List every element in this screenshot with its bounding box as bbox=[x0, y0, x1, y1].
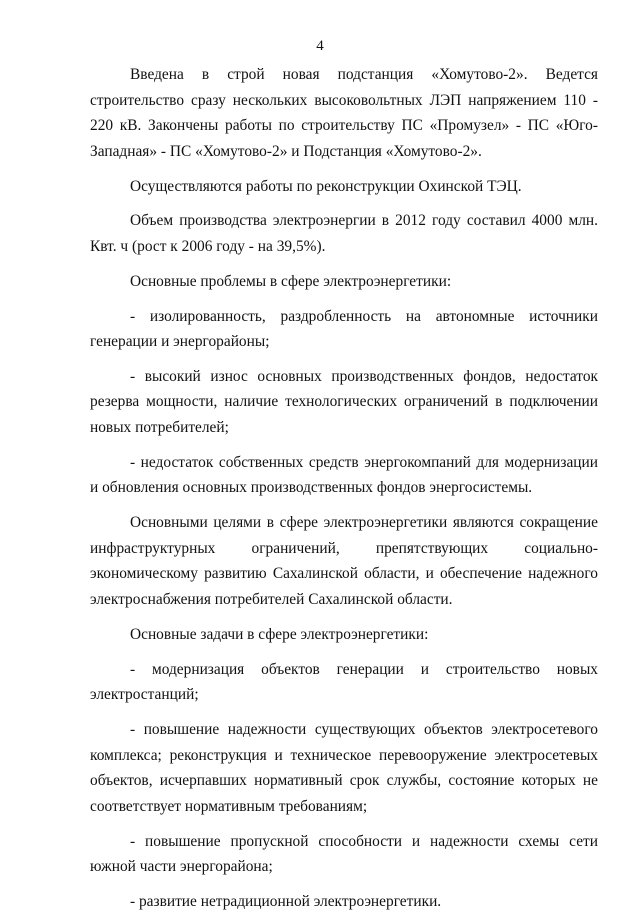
paragraph-substation: Введена в строй новая подстанция «Хомутово-2». Ведется строительство сразу нескольких высоковольтных ЛЭП напряжением 110 - 220 кВ. Закончены работы по строительству ПС «Промузел» - ПС «Юго-Западная» - ПС «Хомутово-2» и Подстанция «Хомутово-2». bbox=[90, 66, 598, 160]
tasks-heading: Основные задачи в сфере электроэнергетики: bbox=[130, 625, 429, 643]
problem-item: - недостаток собственных средств энергокомпаний для модернизации и обновления основных производственных фондов энергосистемы. bbox=[90, 453, 598, 497]
task-item: - развитие нетрадиционной электроэнергетики. bbox=[130, 892, 442, 910]
problems-heading: Основные проблемы в сфере электроэнергетики: bbox=[130, 272, 452, 290]
task-item: - повышение надежности существующих объектов электросетевого комплекса; реконструкция и техническое перевооружение электросетевых объектов, исчерпавших нормативный срок службы, состояние которых не соответствует нормативным требованиям; bbox=[90, 720, 598, 815]
document-body bbox=[90, 62, 598, 924]
problem-item: - изолированность, раздробленность на автономные источники генерации и энергорайоны; bbox=[90, 307, 598, 351]
paragraph-goals: Основными целями в сфере электроэнергетики являются сокращение инфраструктурных ограничений, препятствующих социально-экономическому развитию Сахалинской области, и обеспечение надежного электроснабжения потребителей Сахалинской области. bbox=[90, 514, 598, 608]
task-item: - модернизация объектов генерации и строительство новых электростанций; bbox=[90, 660, 598, 704]
paragraph-production-volume: Объем производства электроэнергии в 2012 году составил 4000 млн. Квт. ч (рост к 2006 году - на 39,5%). bbox=[90, 212, 598, 255]
task-item: - повышение пропускной способности и надежности схемы сети южной части энергорайона; bbox=[90, 832, 598, 876]
page-number: 4 bbox=[316, 38, 324, 54]
problem-item: - высокий износ основных производственных фондов, недостаток резерва мощности, наличие технологических ограничений в подключении новых потребителей; bbox=[90, 367, 598, 437]
paragraph-okha-chp: Осуществляются работы по реконструкции Охинской ТЭЦ. bbox=[130, 177, 522, 195]
